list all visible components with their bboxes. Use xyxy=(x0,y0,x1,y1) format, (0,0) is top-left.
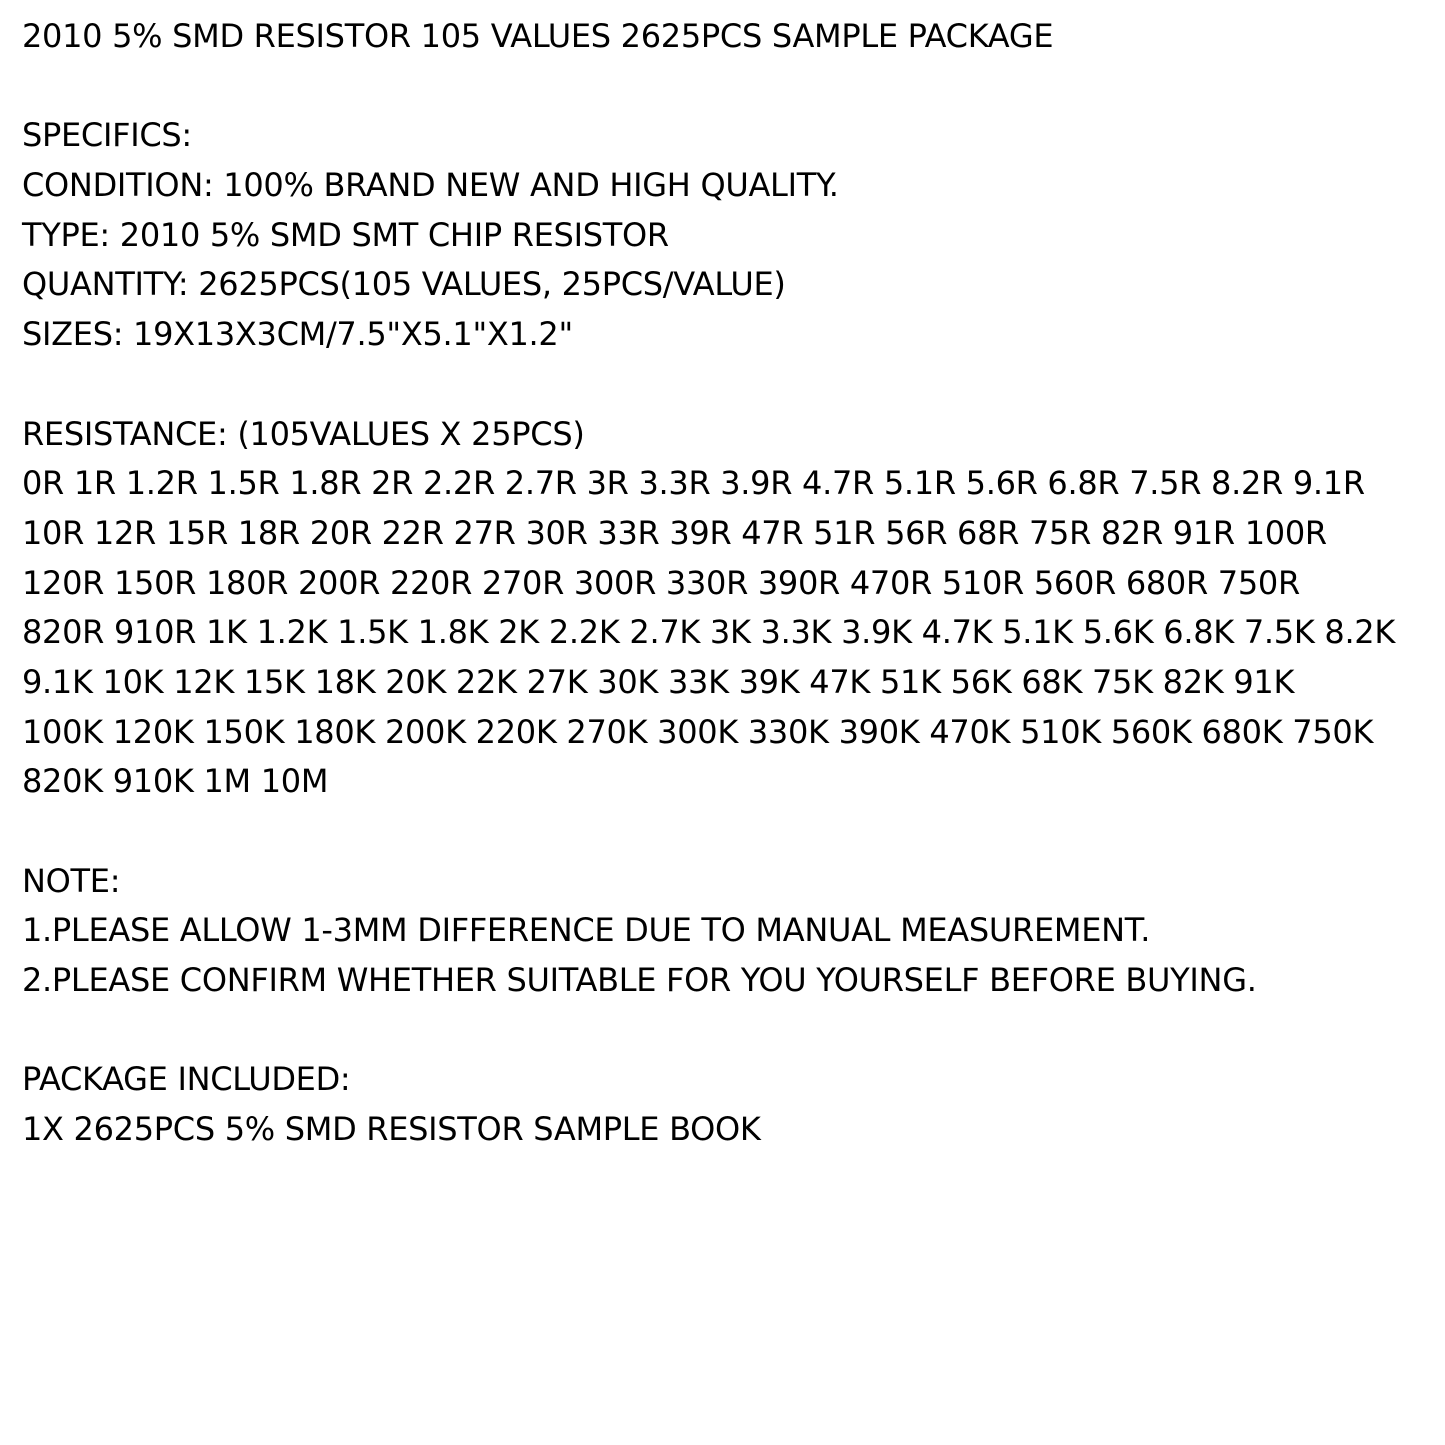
sizes-line: SIZES: 19X13X3CM/7.5"X5.1"X1.2" xyxy=(22,315,573,354)
resistance-values-row: 120R 150R 180R 200R 220R 270R 300R 330R 390R 470R 510R 560R 680R 750R xyxy=(22,563,1300,602)
spacer xyxy=(22,807,1432,857)
quantity-line: QUANTITY: 2625PCS(105 VALUES, 25PCS/VALUE) xyxy=(22,265,786,304)
note-item: 2.PLEASE CONFIRM WHETHER SUITABLE FOR YOU YOURSELF BEFORE BUYING. xyxy=(22,961,1257,1000)
resistance-values-row: 0R 1R 1.2R 1.5R 1.8R 2R 2.2R 2.7R 3R 3.3R 3.9R 4.7R 5.1R 5.6R 6.8R 7.5R 8.2R 9.1R xyxy=(22,464,1365,503)
package-item: 1X 2625PCS 5% SMD RESISTOR SAMPLE BOOK xyxy=(22,1110,761,1149)
resistance-values-row: 820K 910K 1M 10M xyxy=(22,762,329,801)
package-heading: PACKAGE INCLUDED: xyxy=(22,1060,351,1099)
note-item: 1.PLEASE ALLOW 1-3MM DIFFERENCE DUE TO MANUAL MEASUREMENT. xyxy=(22,911,1151,950)
specifics-heading: SPECIFICS: xyxy=(22,116,192,155)
product-description-document xyxy=(22,12,1432,1155)
resistance-values-row: 820R 910R 1K 1.2K 1.5K 1.8K 2K 2.2K 2.7K 3K 3.3K 3.9K 4.7K 5.1K 5.6K 6.8K 7.5K 8.2K xyxy=(22,613,1396,652)
spacer xyxy=(22,1006,1432,1056)
note-heading: NOTE: xyxy=(22,861,121,900)
resistance-values-row: 100K 120K 150K 180K 200K 220K 270K 300K 330K 390K 470K 510K 560K 680K 750K xyxy=(22,712,1374,751)
resistance-values-row: 10R 12R 15R 18R 20R 22R 27R 30R 33R 39R 47R 51R 56R 68R 75R 82R 91R 100R xyxy=(22,513,1327,552)
condition-line: CONDITION: 100% BRAND NEW AND HIGH QUALITY. xyxy=(22,166,839,205)
spacer xyxy=(22,62,1432,112)
type-line: TYPE: 2010 5% SMD SMT CHIP RESISTOR xyxy=(22,215,669,254)
spacer xyxy=(22,360,1432,410)
document-title: 2010 5% SMD RESISTOR 105 VALUES 2625PCS SAMPLE PACKAGE xyxy=(22,17,1054,55)
resistance-values-row: 9.1K 10K 12K 15K 18K 20K 22K 27K 30K 33K 39K 47K 51K 56K 68K 75K 82K 91K xyxy=(22,662,1295,701)
resistance-heading: RESISTANCE: (105VALUES X 25PCS) xyxy=(22,414,585,453)
